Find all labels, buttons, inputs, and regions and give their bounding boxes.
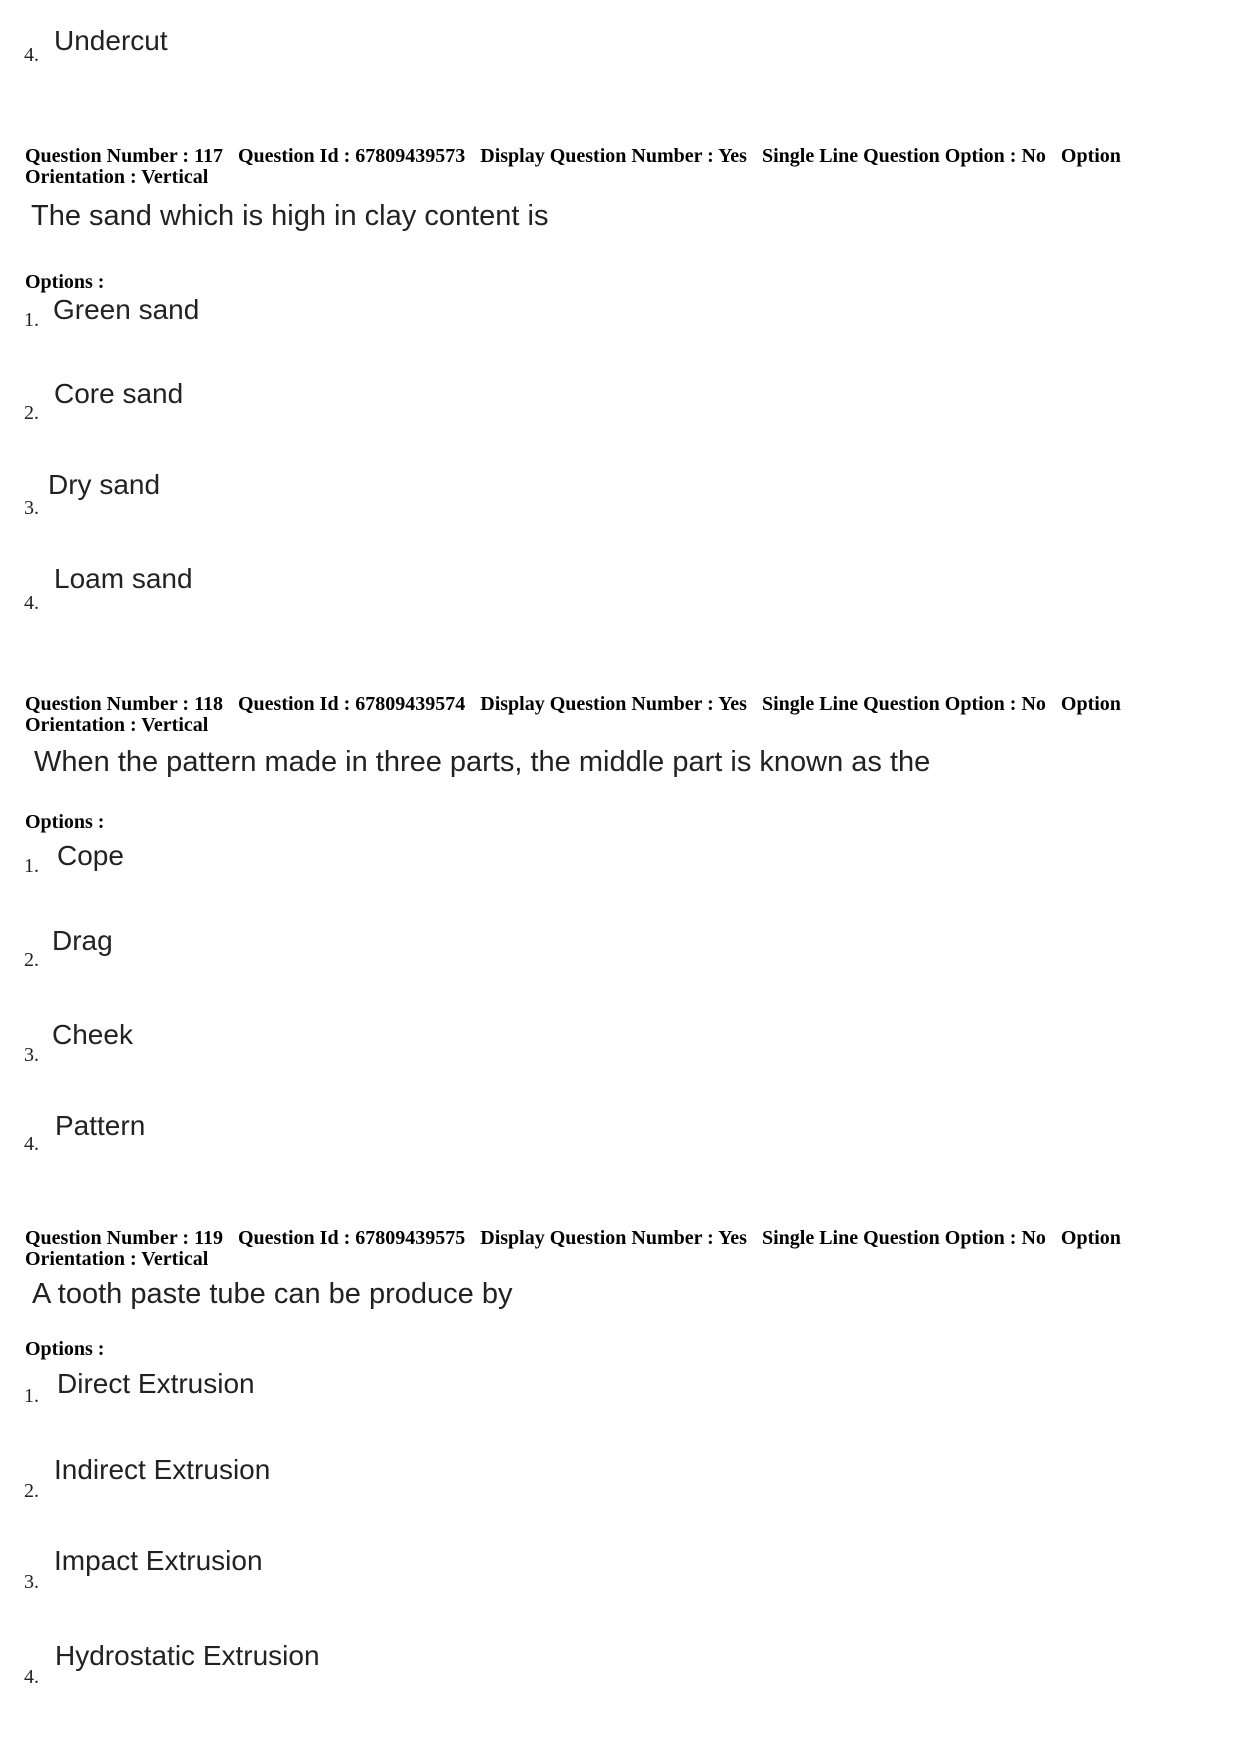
display-value: Yes [718,693,747,715]
single-line-value: No [1021,145,1046,167]
single-line-label: Single Line Question Option : [761,693,1017,715]
qid-label: Question Id : [238,1227,351,1249]
orientation-value: Vertical [141,1248,209,1270]
question-meta [25,694,1205,736]
orientation-value: Vertical [141,166,209,188]
option-text: Loam sand [54,563,193,594]
question-text: A tooth paste tube can be produce by [32,1278,513,1310]
options-label: Options : [25,1338,105,1360]
single-line-label: Single Line Question Option : [761,145,1017,167]
option-text: Drag [52,925,113,956]
option-text: Undercut [54,25,168,56]
options-label: Options : [25,271,105,293]
qnum-value: 117 [194,145,223,167]
option-number: 4. [24,1666,39,1688]
qid-value: 67809439575 [355,1227,466,1249]
qnum-value: 119 [194,1227,223,1249]
qid-label: Question Id : [238,145,351,167]
option-text: Hydrostatic Extrusion [55,1640,320,1671]
option-number: 3. [24,1044,39,1066]
qid-value: 67809439573 [355,145,466,167]
qid-label: Question Id : [238,693,351,715]
option-number: 3. [24,1571,39,1593]
option-number: 4. [24,592,39,614]
option-number: 1. [24,309,39,331]
option-text: Direct Extrusion [57,1368,255,1399]
orientation-label: Option Orientation : [25,693,1121,736]
option-text: Core sand [54,378,184,409]
single-line-value: No [1021,693,1046,715]
display-value: Yes [718,1227,747,1249]
option-text: Cheek [52,1019,133,1050]
option-number: 1. [24,1385,39,1407]
orientation-label: Option Orientation : [25,1227,1121,1270]
display-label: Display Question Number : [480,145,714,167]
option-number: 3. [24,497,39,519]
single-line-value: No [1021,1227,1046,1249]
option-text: Pattern [55,1110,146,1141]
question-meta [25,146,1205,188]
orientation-label: Option Orientation : [25,145,1121,188]
display-label: Display Question Number : [480,1227,714,1249]
qnum-label: Question Number : [25,693,190,715]
qnum-label: Question Number : [25,145,190,167]
option-number: 2. [24,949,39,971]
option-text: Indirect Extrusion [54,1454,271,1485]
qnum-value: 118 [194,693,223,715]
option-text: Cope [57,840,124,871]
question-text: The sand which is high in clay content is [31,200,549,232]
qid-value: 67809439574 [355,693,466,715]
option-number: 4. [24,44,39,66]
options-label: Options : [25,811,105,833]
option-text: Dry sand [48,469,161,500]
question-meta [25,1228,1205,1270]
question-text: When the pattern made in three parts, the middle part is known as the [34,746,931,778]
option-text: Green sand [53,294,200,325]
option-number: 2. [24,1480,39,1502]
display-value: Yes [718,145,747,167]
option-number: 2. [24,402,39,424]
orientation-value: Vertical [141,714,209,736]
single-line-label: Single Line Question Option : [761,1227,1017,1249]
option-text: Impact Extrusion [54,1545,263,1576]
option-number: 1. [24,855,39,877]
option-number: 4. [24,1133,39,1155]
display-label: Display Question Number : [480,693,714,715]
qnum-label: Question Number : [25,1227,190,1249]
